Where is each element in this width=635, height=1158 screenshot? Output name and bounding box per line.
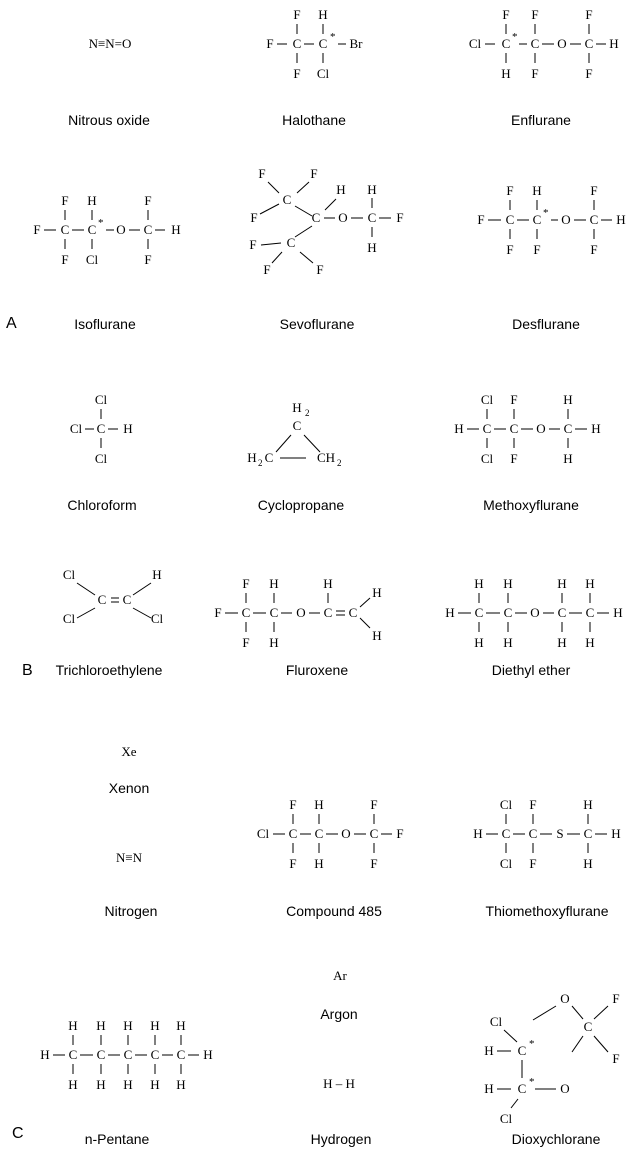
svg-text:F: F	[293, 66, 301, 81]
svg-text:2: 2	[258, 458, 263, 468]
svg-text:*: *	[512, 31, 518, 43]
svg-text:H: H	[150, 1018, 160, 1033]
svg-text:Cl: Cl	[468, 36, 482, 51]
svg-text:H: H	[473, 826, 483, 841]
svg-text:CH: CH	[317, 450, 336, 465]
svg-text:O: O	[338, 210, 348, 225]
structure-argon	[333, 968, 347, 983]
svg-text:H: H	[532, 183, 542, 198]
svg-text:H: H	[454, 421, 464, 436]
svg-text:O: O	[561, 212, 571, 227]
svg-text:C: C	[286, 235, 296, 250]
label-fluroxene: Fluroxene	[285, 662, 349, 678]
svg-text:H: H	[292, 400, 302, 415]
svg-text:F: F	[506, 242, 514, 257]
xenon-formula: Xe	[121, 744, 137, 759]
svg-text:F: F	[502, 7, 510, 22]
svg-text:O: O	[536, 421, 546, 436]
svg-text:F: F	[585, 66, 593, 81]
svg-text:C: C	[501, 36, 511, 51]
structure-sevoflurane	[249, 166, 403, 277]
structure-isoflurane	[33, 193, 180, 267]
svg-text:F: F	[396, 210, 404, 225]
svg-text:C: C	[292, 36, 302, 51]
svg-text:O: O	[341, 826, 351, 841]
svg-text:C: C	[97, 592, 107, 607]
svg-text:F: F	[316, 262, 324, 277]
svg-text:H: H	[503, 576, 513, 591]
svg-text:C: C	[288, 826, 298, 841]
svg-text:*: *	[330, 31, 336, 43]
structure-cyclopropane	[247, 400, 341, 468]
svg-text:H: H	[591, 421, 601, 436]
svg-text:F: F	[533, 242, 541, 257]
svg-text:F: F	[144, 193, 152, 208]
svg-text:F: F	[310, 166, 318, 181]
svg-text:H: H	[501, 66, 511, 81]
svg-text:H: H	[583, 856, 593, 871]
svg-text:C: C	[501, 826, 511, 841]
svg-text:F: F	[258, 166, 266, 181]
svg-text:C: C	[318, 36, 328, 51]
svg-text:C: C	[87, 222, 97, 237]
svg-text:H: H	[40, 1047, 50, 1062]
svg-text:H: H	[176, 1077, 186, 1092]
svg-text:H: H	[484, 1043, 494, 1058]
svg-text:Cl: Cl	[489, 1014, 503, 1029]
svg-text:H: H	[87, 193, 97, 208]
svg-text:C: C	[583, 1019, 593, 1034]
label-argon: Argon	[320, 1006, 358, 1022]
svg-text:Cl: Cl	[499, 856, 513, 871]
svg-text:Cl: Cl	[94, 451, 108, 466]
svg-text:H: H	[367, 182, 377, 197]
svg-text:C: C	[589, 212, 599, 227]
svg-text:C: C	[143, 222, 153, 237]
svg-text:C: C	[122, 592, 132, 607]
svg-text:H: H	[609, 36, 619, 51]
svg-text:*: *	[98, 217, 104, 229]
svg-text:2: 2	[337, 458, 342, 468]
structure-enflurane	[469, 7, 619, 81]
svg-text:C: C	[311, 210, 321, 225]
structure-compound-485	[257, 797, 404, 871]
label-desflurane: Desflurane	[512, 316, 580, 332]
svg-text:H: H	[203, 1047, 213, 1062]
svg-text:C: C	[241, 605, 251, 620]
svg-text:F: F	[263, 262, 271, 277]
structure-methoxyflurane	[454, 392, 600, 466]
svg-text:Cl: Cl	[256, 826, 270, 841]
svg-text:C: C	[528, 826, 538, 841]
svg-text:H: H	[247, 450, 257, 465]
label-cyclopropane: Cyclopropane	[257, 497, 345, 513]
svg-text:C: C	[517, 1081, 527, 1096]
structure-thiomethoxyflurane	[473, 797, 620, 871]
svg-text:O: O	[296, 605, 306, 620]
structure-dioxychlorane	[484, 991, 619, 1126]
svg-text:F: F	[289, 856, 297, 871]
svg-text:Cl: Cl	[480, 392, 494, 407]
label-sevoflurane: Sevoflurane	[279, 316, 355, 332]
svg-text:H: H	[484, 1081, 494, 1096]
svg-text:H: H	[372, 628, 382, 643]
label-isoflurane: Isoflurane	[74, 316, 136, 332]
structure-fluroxene	[214, 576, 381, 650]
structure-halothane	[266, 7, 363, 81]
label-enflurane: Enflurane	[511, 112, 571, 128]
svg-text:H: H	[557, 576, 567, 591]
label-chloroform: Chloroform	[67, 497, 137, 513]
svg-text:F: F	[144, 252, 152, 267]
structure-desflurane	[477, 183, 625, 257]
svg-text:O: O	[116, 222, 126, 237]
svg-text:Cl: Cl	[150, 611, 164, 626]
svg-text:C: C	[282, 192, 292, 207]
section-label-a: A	[6, 315, 17, 332]
svg-text:Cl: Cl	[85, 252, 99, 267]
hydrogen-formula: H – H	[323, 1076, 355, 1091]
svg-text:Cl: Cl	[62, 611, 76, 626]
nitrogen-formula: N≡N	[115, 850, 143, 865]
svg-text:C: C	[503, 605, 513, 620]
svg-text:H: H	[585, 576, 595, 591]
svg-text:F: F	[590, 242, 598, 257]
svg-text:F: F	[242, 576, 250, 591]
structure-n-pentane	[40, 1018, 212, 1092]
svg-text:C: C	[150, 1047, 160, 1062]
svg-text:C: C	[176, 1047, 186, 1062]
label-xenon: Xenon	[108, 780, 150, 796]
svg-text:F: F	[510, 451, 518, 466]
structure-nitrogen	[116, 850, 143, 865]
svg-text:H: H	[372, 585, 382, 600]
svg-text:H: H	[318, 7, 328, 22]
label-trichloroethylene: Trichloroethylene	[55, 662, 163, 678]
svg-text:F: F	[61, 252, 69, 267]
svg-text:O: O	[560, 991, 570, 1006]
svg-text:F: F	[585, 7, 593, 22]
structure-xenon	[121, 744, 136, 759]
svg-text:C: C	[557, 605, 567, 620]
structure-chloroform	[70, 392, 133, 466]
svg-text:C: C	[96, 1047, 106, 1062]
svg-text:Cl: Cl	[480, 451, 494, 466]
svg-text:*: *	[543, 207, 549, 219]
svg-text:H: H	[123, 1018, 133, 1033]
svg-text:H: H	[336, 182, 346, 197]
svg-text:C: C	[96, 421, 106, 436]
svg-text:*: *	[529, 1076, 535, 1088]
svg-text:F: F	[612, 991, 620, 1006]
svg-text:C: C	[292, 418, 302, 433]
structure-hydrogen	[323, 1076, 355, 1091]
label-thiomethoxyflurane: Thiomethoxyflurane	[485, 903, 609, 919]
label-compound-485: Compound 485	[286, 903, 382, 919]
svg-text:C: C	[323, 605, 333, 620]
svg-text:O: O	[530, 605, 540, 620]
svg-text:H: H	[563, 451, 573, 466]
svg-text:H: H	[323, 576, 333, 591]
svg-text:H: H	[503, 635, 513, 650]
svg-text:H: H	[176, 1018, 186, 1033]
svg-text:H: H	[150, 1077, 160, 1092]
label-nitrogen: Nitrogen	[104, 903, 158, 919]
svg-text:H: H	[613, 605, 623, 620]
svg-text:C: C	[585, 605, 595, 620]
svg-text:C: C	[584, 36, 594, 51]
svg-text:H: H	[445, 605, 455, 620]
svg-text:H: H	[96, 1018, 106, 1033]
svg-text:H: H	[314, 856, 324, 871]
svg-text:Cl: Cl	[316, 66, 330, 81]
svg-text:H: H	[96, 1077, 106, 1092]
svg-text:C: C	[367, 210, 377, 225]
svg-text:F: F	[289, 797, 297, 812]
svg-text:Cl: Cl	[62, 567, 76, 582]
structure-diethyl-ether	[445, 576, 622, 650]
label-diethyl-ether: Diethyl ether	[491, 662, 571, 678]
svg-text:F: F	[510, 392, 518, 407]
argon-formula: Ar	[333, 968, 347, 983]
label-nitrous-oxide: Nitrous oxide	[68, 112, 150, 128]
svg-text:S: S	[556, 826, 564, 841]
svg-text:Cl: Cl	[499, 797, 513, 812]
label-methoxyflurane: Methoxyflurane	[483, 497, 579, 513]
structure-trichloroethylene	[63, 567, 164, 626]
svg-text:F: F	[214, 605, 222, 620]
label-dioxychlorane: Dioxychlorane	[511, 1131, 601, 1147]
svg-text:H: H	[474, 576, 484, 591]
svg-text:C: C	[60, 222, 70, 237]
svg-text:F: F	[249, 237, 257, 252]
svg-text:Cl: Cl	[94, 392, 108, 407]
svg-text:H: H	[557, 635, 567, 650]
svg-text:F: F	[477, 212, 485, 227]
svg-text:H: H	[68, 1077, 78, 1092]
svg-text:O: O	[557, 36, 567, 51]
svg-text:F: F	[531, 7, 539, 22]
svg-text:Br: Br	[349, 36, 363, 51]
svg-text:C: C	[505, 212, 515, 227]
svg-text:H: H	[68, 1018, 78, 1033]
svg-text:H: H	[314, 797, 324, 812]
svg-text:H: H	[269, 576, 279, 591]
svg-text:F: F	[370, 856, 378, 871]
nitrous-oxide-formula: N≡N=O	[88, 36, 132, 51]
svg-text:F: F	[531, 66, 539, 81]
svg-text:F: F	[396, 826, 404, 841]
svg-text:F: F	[590, 183, 598, 198]
svg-text:F: F	[266, 36, 274, 51]
svg-text:O: O	[560, 1081, 570, 1096]
section-label-c: C	[12, 1125, 24, 1142]
svg-text:H: H	[474, 635, 484, 650]
svg-text:C: C	[68, 1047, 78, 1062]
svg-text:H: H	[611, 826, 621, 841]
svg-text:C: C	[583, 826, 593, 841]
svg-text:C: C	[269, 605, 279, 620]
svg-text:F: F	[293, 7, 301, 22]
svg-text:C: C	[530, 36, 540, 51]
section-label-b: B	[22, 662, 33, 679]
svg-text:*: *	[529, 1038, 535, 1050]
svg-text:C: C	[482, 421, 492, 436]
label-hydrogen: Hydrogen	[310, 1131, 372, 1147]
svg-text:H: H	[152, 567, 162, 582]
svg-text:H: H	[123, 1077, 133, 1092]
svg-text:F: F	[529, 856, 537, 871]
svg-text:F: F	[370, 797, 378, 812]
svg-text:H: H	[616, 212, 626, 227]
structure-nitrous-oxide	[89, 36, 132, 51]
svg-text:F: F	[242, 635, 250, 650]
svg-text:F: F	[612, 1051, 620, 1066]
svg-text:F: F	[61, 193, 69, 208]
svg-text:H: H	[585, 635, 595, 650]
svg-text:Cl: Cl	[499, 1111, 513, 1126]
svg-text:C: C	[123, 1047, 133, 1062]
svg-text:H: H	[171, 222, 181, 237]
svg-text:2: 2	[305, 408, 310, 418]
svg-text:C: C	[474, 605, 484, 620]
svg-text:C: C	[517, 1043, 527, 1058]
svg-text:F: F	[529, 797, 537, 812]
svg-text:H: H	[123, 421, 133, 436]
svg-text:H: H	[583, 797, 593, 812]
svg-text:C: C	[369, 826, 379, 841]
svg-text:C: C	[509, 421, 519, 436]
svg-text:H: H	[367, 240, 377, 255]
label-halothane: Halothane	[282, 112, 346, 128]
svg-text:C: C	[532, 212, 542, 227]
label-n-pentane: n-Pentane	[84, 1131, 150, 1147]
svg-text:C: C	[348, 605, 358, 620]
svg-text:Cl: Cl	[69, 421, 83, 436]
svg-text:C: C	[563, 421, 573, 436]
svg-text:F: F	[250, 210, 258, 225]
svg-text:F: F	[506, 183, 514, 198]
svg-text:F: F	[33, 222, 41, 237]
svg-text:H: H	[563, 392, 573, 407]
svg-text:H: H	[269, 635, 279, 650]
svg-text:C: C	[314, 826, 324, 841]
svg-text:C: C	[264, 450, 274, 465]
